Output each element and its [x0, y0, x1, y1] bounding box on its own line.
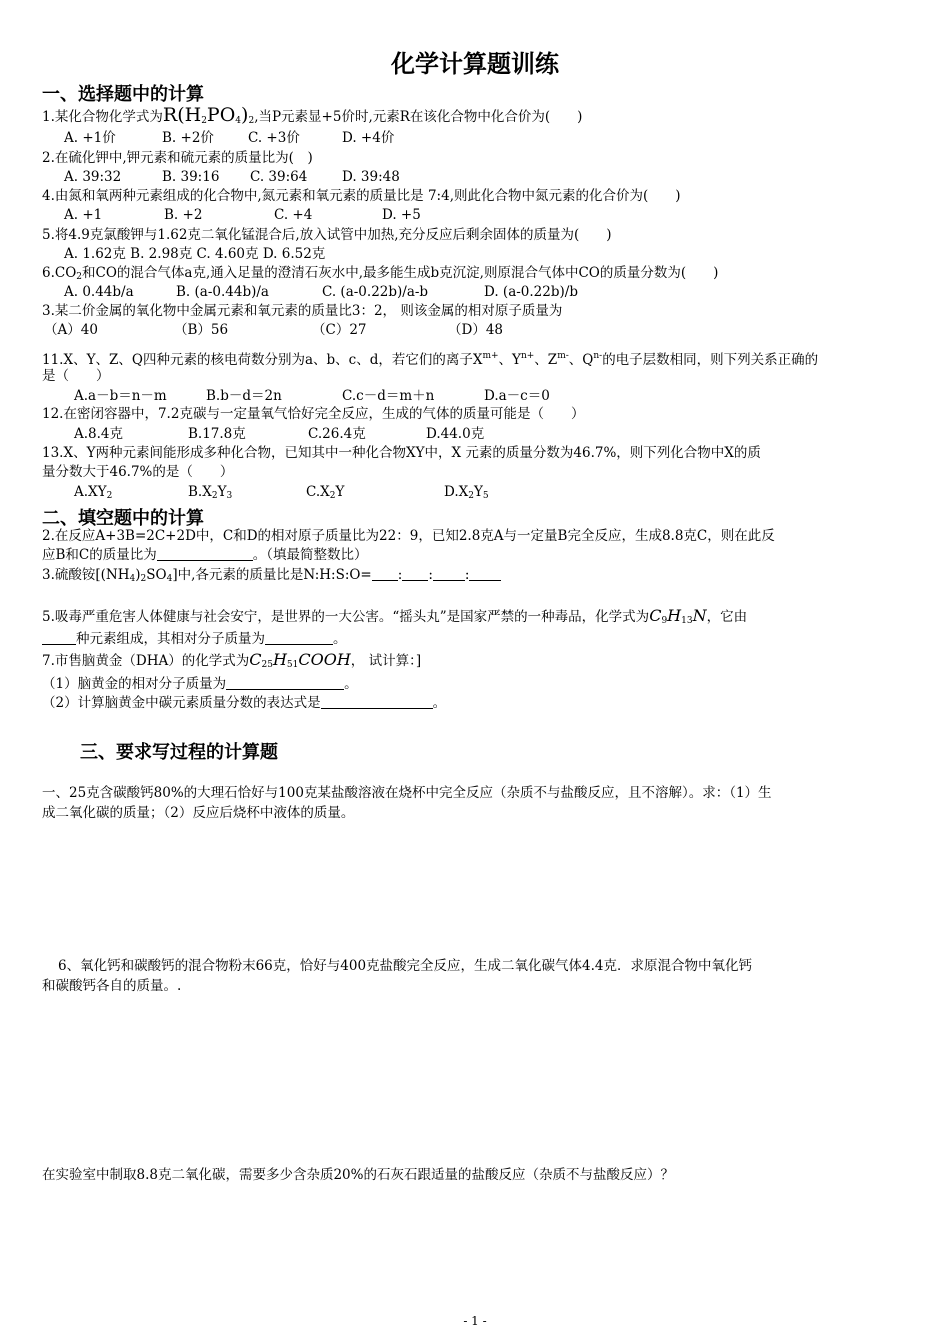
answer-blank[interactable] [265, 632, 333, 645]
page-title: 化学计算题训练 [391, 50, 559, 78]
section-heading-calculation: 三、要求写过程的计算题 [80, 742, 278, 763]
q6-option-a: A. 0.44b/a [64, 284, 134, 300]
q12-option-c: C.26.4克 [308, 426, 366, 442]
page-number: - 1 - [463, 1314, 487, 1328]
fill-question-5: 5.吸毒严重危害人体健康与社会安宁，是世界的一大公害。“摇头丸”是国家严禁的一种毒品，化学式为$C_9H_{13}N$，它由 [42, 606, 748, 626]
question-3: 3.某二价金属的氧化物中金属元素和氧元素的质量比3：2， 则该金属的相对原子质量为 [42, 303, 563, 319]
q12-option-d: D.44.0克 [426, 426, 485, 442]
q6-option-b: B. (a-0.44b)/a [176, 284, 269, 300]
question-2: 2.在硫化钾中,钾元素和硫元素的质量比为( ) [42, 150, 313, 166]
q6-option-d: D. (a-0.22b)/b [484, 284, 578, 300]
answer-blank[interactable] [157, 548, 253, 561]
q3-option-d: （D）48 [448, 322, 504, 338]
calc-question-1-line2: 成二氧化碳的质量；（2）反应后烧杯中液体的质量。 [42, 805, 355, 821]
question-11-line2: 是（ ） [42, 368, 110, 384]
question-12: 12.在密闭容器中，7.2克碳与一定量氧气恰好完全反应，生成的气体的质量可能是（ ） [42, 406, 585, 422]
q11-option-d: D.a－c＝0 [484, 388, 550, 404]
q4-option-a: A. +1 [64, 207, 103, 223]
calc-question-6: 6、氧化钙和碳酸钙的混合物粉末66克，恰好与400克盐酸完全反应，生成二氧化碳气体4.4克．求原混合物中氧化钙 [58, 958, 753, 974]
q11-option-b: B.b－d＝2n [206, 388, 282, 404]
answer-blank[interactable] [226, 677, 344, 690]
fill-question-3: 3.硫酸铵$[(NH_4)_2SO_4]$中,各元素的质量比是N:H:S:O= : : : [42, 566, 501, 588]
fill-question-5-line2: 种元素组成，其相对分子质量为 。 [42, 630, 347, 648]
q13-option-d: $D.X_2Y_5$ [444, 484, 489, 501]
q11-option-c: C.c－d＝m＋n [342, 388, 435, 404]
q3-option-c: （C）27 [312, 322, 367, 338]
question-13: 13.X、Y两种元素间能形成多种化合物，已知其中一种化合物XY中，X 元素的质量分数为46.7%，则下列化合物中X的质 [42, 445, 761, 461]
answer-blank[interactable] [433, 568, 465, 581]
section-heading-choice: 一、选择题中的计算 [42, 84, 204, 105]
q4-option-d: D. +5 [382, 207, 421, 223]
calc-question-1: 一、25克含碳酸钙80%的大理石恰好与100克某盐酸溶液在烧杯中完全反应（杂质不与盐酸反应，且不溶解）。求：（1）生 [42, 785, 772, 801]
q4-option-c: C. +4 [274, 207, 313, 223]
answer-blank[interactable] [469, 568, 501, 581]
q3-option-b: （B）56 [174, 322, 229, 338]
q2-option-d: D. 39:48 [342, 169, 400, 185]
question-1: 1.某化合物化学式为$R(H_2PO_4)_2$,当P元素显+5价时,元素R在该化合物中化合价为( ) [42, 104, 583, 126]
q2-option-c: C. 39:64 [250, 169, 308, 185]
q1-option-a: A. +1价 [64, 130, 116, 146]
q13-option-b: $B.X_2Y_3$ [188, 484, 233, 501]
q1-option-b: B. +2价 [162, 130, 214, 146]
q12-option-a: A.8.4克 [74, 426, 124, 442]
question-11: 11.X、Y、Z、Q四种元素的核电荷数分别为a、b、c、d，若它们的离子$X^{m+}$、$Y^{n+}$、$Z^{m-}$、$Q^{n-}$的电子层数相同，则下列关系正确的 [42, 351, 819, 368]
calc-question-limestone: 在实验室中制取8.8克二氧化碳，需要多少含杂质20%的石灰石跟适量的盐酸反应（杂质不与盐酸反应）？ [42, 1167, 674, 1183]
question-13-line2: 量分数大于46.7%的是（ ） [42, 464, 234, 480]
fill-question-2-line2: 应B和C的质量比为 。（填最简整数比） [42, 547, 368, 563]
question-4: 4.由氮和氧两种元素组成的化合物中,氮元素和氧元素的质量比是 7:4,则此化合物中氮元素的化合价为( ) [42, 188, 681, 204]
q6-option-c: C. (a-0.22b)/a-b [322, 284, 429, 300]
q2-option-a: A. 39:32 [64, 169, 122, 185]
section-heading-fill: 二、填空题中的计算 [42, 508, 204, 529]
q3-option-a: （A）40 [44, 322, 98, 338]
q5-options: A. 1.62克 B. 2.98克 C. 4.60克 D. 6.52克 [64, 246, 326, 262]
q1-option-c: C. +3价 [248, 130, 300, 146]
fill-question-7: 7.市售脑黄金（DHA）的化学式为$C_{25}H_{51}COOH$， 试计算：] [42, 650, 422, 670]
q13-option-a: $A.XY_2$ [74, 484, 113, 501]
q12-option-b: B.17.8克 [188, 426, 246, 442]
q2-option-b: B. 39:16 [162, 169, 220, 185]
answer-blank[interactable] [372, 568, 398, 581]
fill-question-7-part2: （2）计算脑黄金中碳元素质量分数的表达式是 。 [42, 695, 447, 711]
question-6: $6.CO_2$和CO的混合气体a克,通入足量的澄清石灰水中,最多能生成b克沉淀,则原混合气体中CO的质量分数为( ) [42, 265, 719, 282]
q11-option-a: A.a－b＝n－m [74, 388, 167, 404]
answer-blank[interactable] [42, 632, 76, 645]
q13-option-c: $C.X_2Y$ [306, 484, 345, 501]
question-5: 5.将4.9克氯酸钾与1.62克二氧化锰混合后,放入试管中加热,充分反应后剩余固体的质量为( ) [42, 227, 612, 243]
calc-question-6-line2: 和碳酸钙各自的质量。. [42, 978, 182, 994]
fill-question-2: 2.在反应A+3B=2C+2D中，C和D的相对原子质量比为22：9，已知2.8克A与一定量B完全反应，生成8.8克C，则在此反 [42, 528, 775, 544]
answer-blank[interactable] [321, 696, 433, 709]
q1-option-d: D. +4价 [342, 130, 395, 146]
q4-option-b: B. +2 [164, 207, 203, 223]
fill-question-7-part1: （1）脑黄金的相对分子质量为 。 [42, 676, 358, 692]
answer-blank[interactable] [402, 568, 428, 581]
